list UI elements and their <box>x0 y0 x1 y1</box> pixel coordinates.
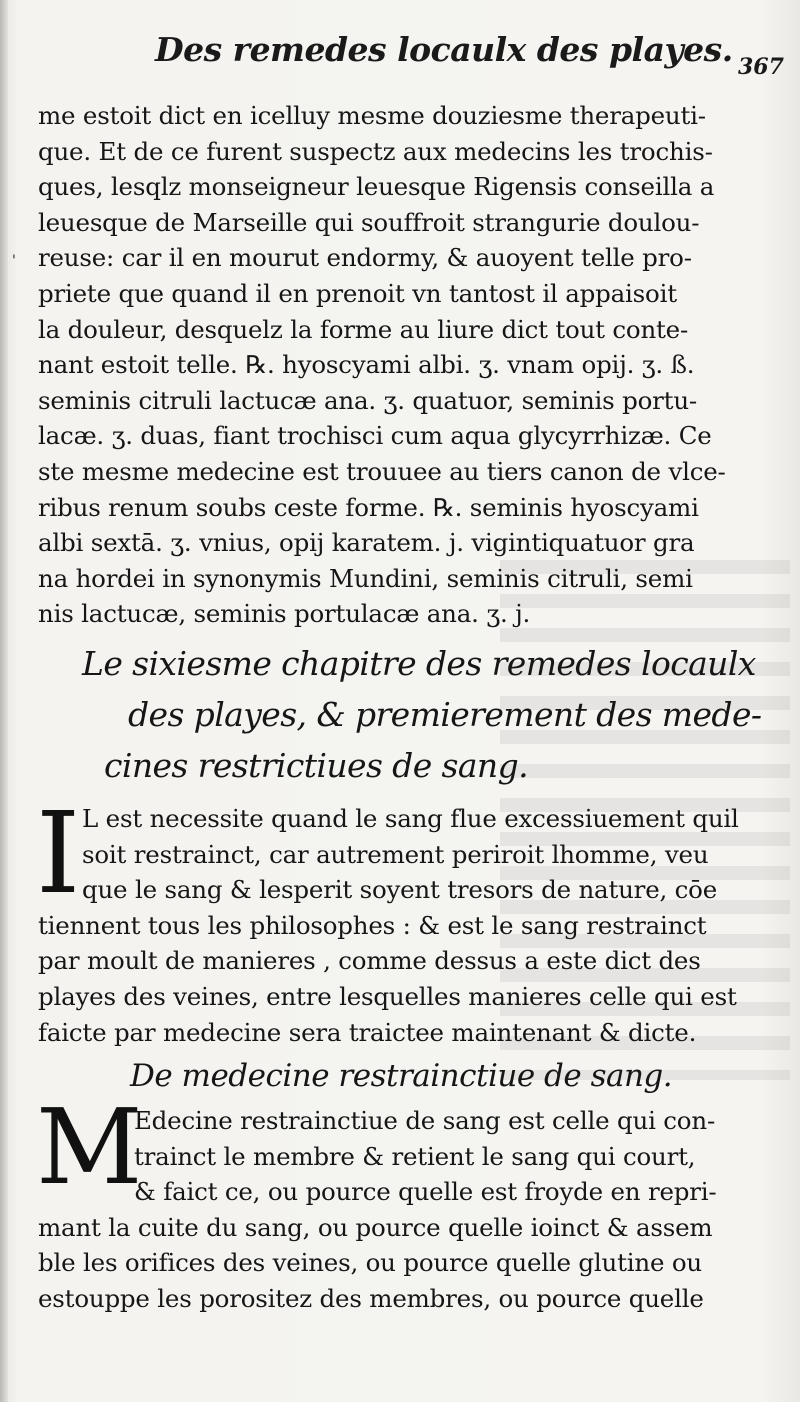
text-line: playes des veines, entre lesquelles manieres celle qui est <box>38 981 737 1011</box>
paragraph-restriction <box>38 801 748 1050</box>
chapter-heading <box>82 638 782 791</box>
heading-line: des playes, & premierement des mede- <box>128 695 762 734</box>
drop-cap: I <box>36 789 81 919</box>
text-line: ble les orifices des veines, ou pource quelle glutine ou <box>38 1248 702 1278</box>
paragraph-medicine <box>38 1103 748 1317</box>
text-line: albi sextā. ʒ. vnius, opij karatem. j. vigintiquatuor gra <box>38 528 695 558</box>
text-line: lacæ. ʒ. duas, fiant trochisci cum aqua glycyrrhizæ. Ce <box>38 421 712 451</box>
text-line: mant la cuite du sang, ou pource quelle ioinct & assem <box>38 1212 713 1242</box>
text-line: nant estoit telle. ℞. hyoscyami albi. ʒ. vnam opij. ʒ. ß. <box>38 350 695 380</box>
text-line: Edecine restrainctiue de sang est celle qui con- <box>134 1106 716 1135</box>
heading-line: Le sixiesme chapitre des remedes locaulx <box>82 644 756 683</box>
text-line: reuse: car il en mourut endormy, & auoyent telle pro- <box>38 243 692 273</box>
section-subheading: De medecine restrainctiue de sang. <box>130 1058 673 1094</box>
text-line: & faict ce, ou pource quelle est froyde en repri- <box>134 1177 717 1207</box>
running-head: Des remedes locaulx des playes. <box>155 30 733 69</box>
text-line: seminis citruli lactucæ ana. ʒ. quatuor, seminis portu- <box>38 385 697 415</box>
paragraph-continued <box>38 98 753 632</box>
text-line: par moult de manieres , comme dessus a este dict des <box>38 946 701 976</box>
page-number: 367 <box>738 54 784 80</box>
text-line: ribus renum soubs ceste forme. ℞. seminis hyoscyami <box>38 492 699 522</box>
text-line: na hordei in synonymis Mundini, seminis citruli, semi <box>38 563 693 593</box>
text-line: ques, lesqlz monseigneur leuesque Rigensis conseilla a <box>38 172 715 202</box>
text-line: nis lactucæ, seminis portulacæ ana. ʒ. j. <box>38 599 531 629</box>
text-line: me estoit dict en icelluy mesme douziesme therapeuti- <box>38 101 706 130</box>
text-line: estouppe les porositez des membres, ou pource quelle <box>38 1283 704 1313</box>
drop-cap: M <box>36 1086 143 1208</box>
text-line: ste mesme medecine est trouuee au tiers canon de vlce- <box>38 456 726 486</box>
margin-mark: ' <box>12 253 16 269</box>
text-line: que le sang & lesperit soyent tresors de nature, cōe <box>82 875 718 905</box>
text-line: faicte par medecine sera traictee maintenant & dicte. <box>38 1017 697 1047</box>
text-line: la douleur, desquelz la forme au liure dict tout conte- <box>38 314 689 344</box>
text-line: soit restrainct, car autrement periroit lhomme, veu <box>82 839 709 869</box>
text-line: L est necessite quand le sang flue excessiuement quil <box>82 804 739 833</box>
text-line: priete que quand il en prenoit vn tantost il appaisoit <box>38 278 677 308</box>
text-line: trainct le membre & retient le sang qui court, <box>134 1141 696 1171</box>
text-line: leuesque de Marseille qui souffroit strangurie doulou- <box>38 207 700 237</box>
text-line: tiennent tous les philosophes : & est le sang restrainct <box>38 910 707 940</box>
heading-line: cines restrictiues de sang. <box>104 746 528 785</box>
book-spine-shadow <box>0 0 8 1402</box>
text-line: que. Et de ce furent suspectz aux medecins les trochis- <box>38 136 713 166</box>
